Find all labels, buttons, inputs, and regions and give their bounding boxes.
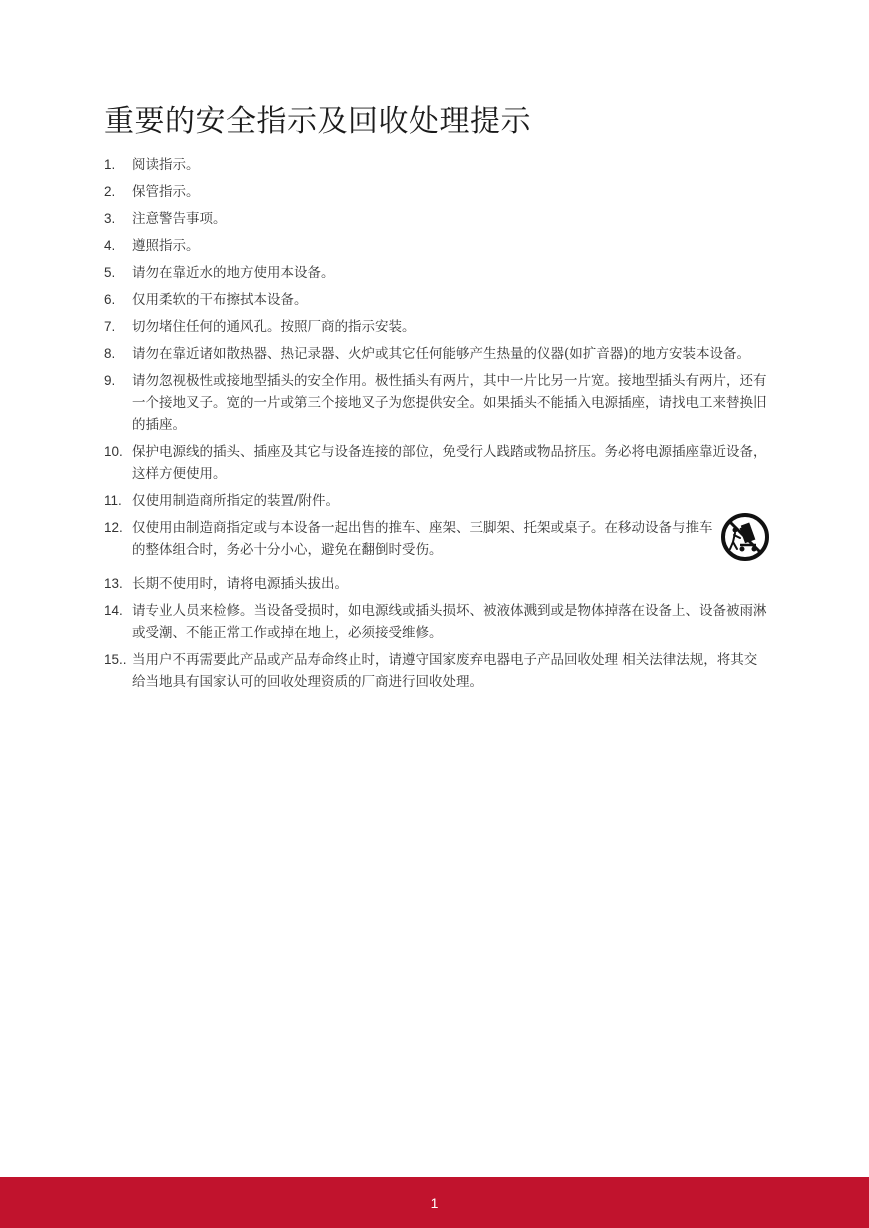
- item-number: 12.: [104, 520, 123, 535]
- item-text: 仅用柔软的干布擦拭本设备。: [132, 292, 308, 308]
- list-item: [104, 235, 770, 257]
- item-text: 仅使用由制造商指定或与本设备一起出售的推车、座架、三脚架、托架或桌子。在移动设备与推车的整体组合时，务必十分小心，避免在翻倒时受伤。: [132, 520, 713, 558]
- item-text: 注意警告事项。: [132, 211, 227, 227]
- item-text: 保护电源线的插头、插座及其它与设备连接的部位，免受行人践踏或物品挤压。务必将电源插座靠近设备，这样方便使用。: [132, 444, 767, 482]
- item-number: 4.: [104, 238, 116, 253]
- item-text: 请勿在靠近水的地方使用本设备。: [132, 265, 335, 281]
- item-text: 请勿忽视极性或接地型插头的安全作用。极性插头有两片，其中一片比另一片宽。接地型插头有两片，还有一个接地叉子。宽的一片或第三个接地叉子为您提供安全。如果插头不能插入电源插座，请找电工来替换旧的插座。: [132, 373, 767, 433]
- item-number: 9.: [104, 373, 116, 388]
- list-item: [104, 370, 770, 436]
- item-number: 1.: [104, 157, 116, 172]
- item-number: 14.: [104, 603, 123, 618]
- list-item: [104, 600, 770, 644]
- item-number: 8.: [104, 346, 116, 361]
- item-number: 3.: [104, 211, 116, 226]
- item-number: 6.: [104, 292, 116, 307]
- item-number: 5.: [104, 265, 116, 280]
- item-text: 遵照指示。: [132, 238, 200, 254]
- item-number: 15..: [104, 652, 127, 667]
- safety-instructions-list: [104, 154, 770, 698]
- list-item: [104, 343, 770, 365]
- item-text: 长期不使用时，请将电源插头拔出。: [132, 576, 348, 592]
- item-number: 10.: [104, 444, 123, 459]
- item-text: 请勿在靠近诸如散热器、热记录器、火炉或其它任何能够产生热量的仪器(如扩音器)的地方安装本设备。: [132, 346, 751, 362]
- item-number: 7.: [104, 319, 116, 334]
- list-item: [104, 262, 770, 284]
- list-item: [104, 573, 770, 595]
- item-text: 仅使用制造商所指定的装置/附件。: [132, 493, 340, 509]
- footer-bar: [0, 1177, 869, 1228]
- item-text: 阅读指示。: [132, 157, 200, 173]
- list-item: [104, 517, 770, 561]
- page-title: 重要的安全指示及回收处理提示: [104, 104, 531, 139]
- item-number: 11.: [104, 493, 122, 508]
- list-item: [104, 441, 770, 485]
- page-number: 1: [430, 1194, 439, 1211]
- item-number: 13.: [104, 576, 123, 591]
- list-item: [104, 316, 770, 338]
- item-text: 当用户不再需要此产品或产品寿命终止时，请遵守国家废弃电器电子产品回收处理 相关法律法规，将其交给当地具有国家认可的回收处理资质的厂商进行回收处理。: [132, 652, 758, 690]
- list-item: [104, 154, 770, 176]
- list-item: [104, 181, 770, 203]
- item-text: 切勿堵住任何的通风孔。按照厂商的指示安装。: [132, 319, 416, 335]
- item-number: 2.: [104, 184, 116, 199]
- item-text: 请专业人员来检修。当设备受损时，如电源线或插头损坏、被液体溅到或是物体掉落在设备上、设备被雨淋或受潮、不能正常工作或掉在地上，必须接受维修。: [132, 603, 767, 641]
- cart-tip-over-warning-icon: [720, 512, 770, 562]
- list-item: [104, 208, 770, 230]
- list-item: [104, 289, 770, 311]
- item-text: 保管指示。: [132, 184, 200, 200]
- list-item: [104, 490, 770, 512]
- list-item: [104, 649, 770, 693]
